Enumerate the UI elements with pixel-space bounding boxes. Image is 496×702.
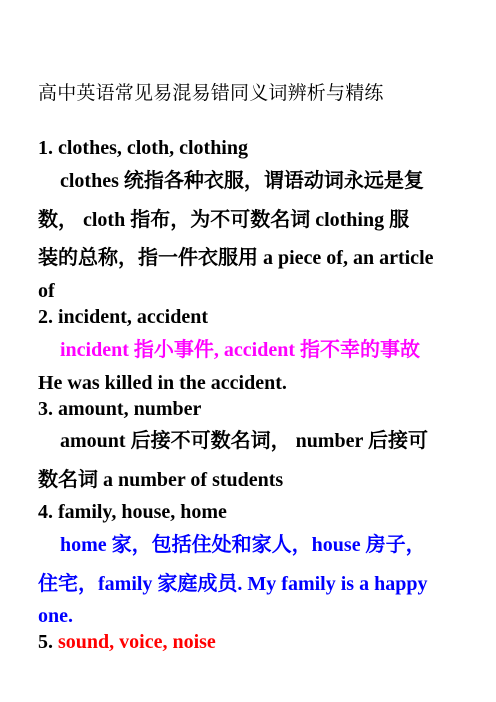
item-4-heading: 4. family, house, home — [38, 501, 227, 523]
item-5-words: sound, voice, noise — [58, 631, 216, 653]
item-3-line-1: amount 后接不可数名词， number 后接可 — [60, 430, 428, 452]
document-title: 高中英语常见易混易错同义词辨析与精练 — [38, 82, 384, 104]
item-3-line-2: 数名词 a number of students — [38, 469, 284, 491]
item-4-line-2: 住宅，family 家庭成员. My family is a happy — [38, 573, 428, 595]
item-3-heading: 3. amount, number — [38, 398, 202, 420]
item-1-heading: 1. clothes, cloth, clothing — [38, 137, 248, 159]
item-5-heading — [38, 631, 216, 653]
item-1-line-2: 数， cloth 指布，为不可数名词 clothing 服 — [38, 209, 410, 231]
item-1-line-4: of — [38, 280, 55, 302]
item-2-line-2: He was killed in the accident. — [38, 372, 287, 394]
item-1-line-3: 装的总称，指一件衣服用 a piece of, an article — [38, 247, 434, 269]
item-2-heading: 2. incident, accident — [38, 306, 208, 328]
item-4-line-3: one. — [38, 605, 73, 627]
item-2-line-1: incident 指小事件, accident 指不幸的事故 — [60, 339, 420, 361]
item-4-line-1: home 家，包括住处和家人，house 房子， — [60, 534, 426, 556]
item-5-number: 5. — [38, 631, 53, 653]
item-1-line-1: clothes 统指各种衣服，谓语动词永远是复 — [60, 170, 424, 192]
